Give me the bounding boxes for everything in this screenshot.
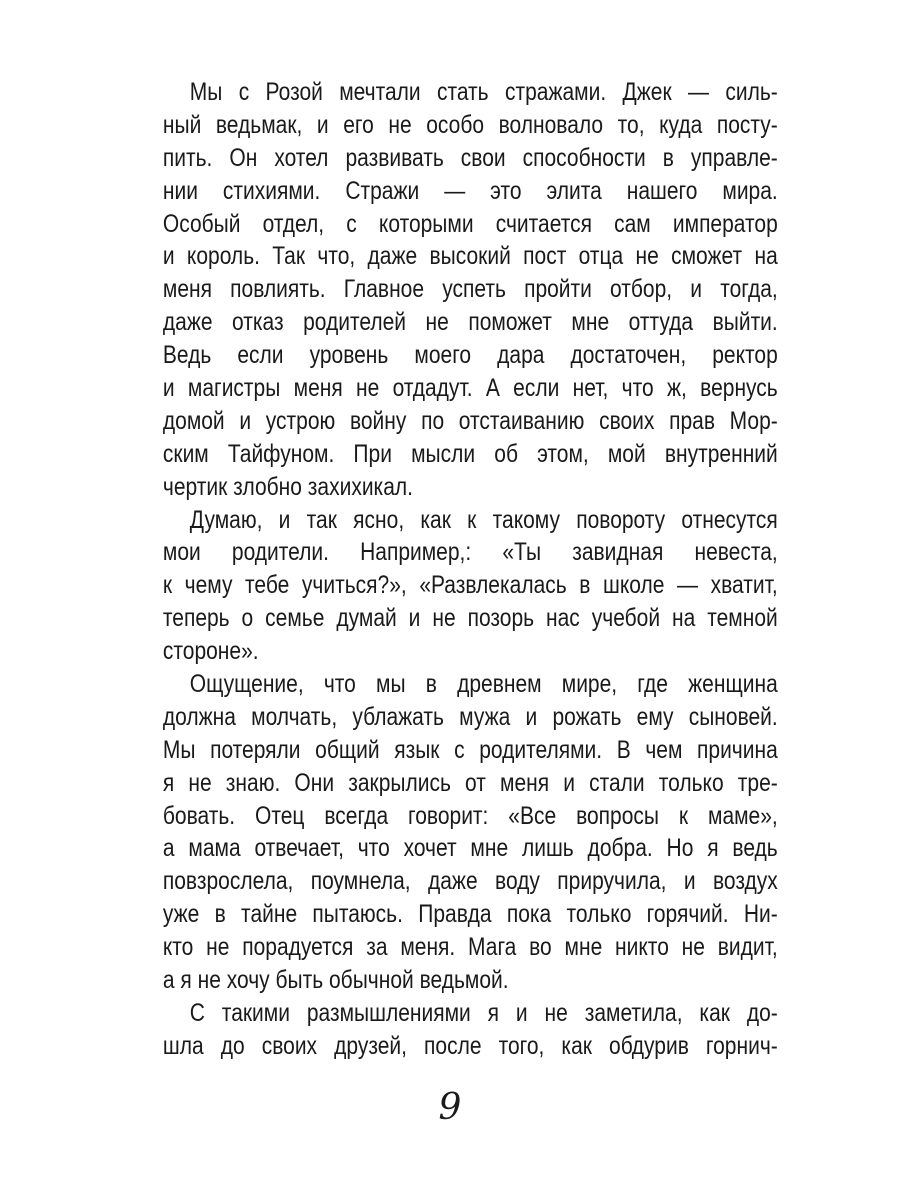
text-line: а мама отвечает, что хочет мне лишь добра. Но я ведь xyxy=(162,834,778,863)
text-line: чертик злобно захихикал. xyxy=(162,472,413,501)
text-line: нии стихиями. Стражи — это элита нашего мира. xyxy=(162,176,778,205)
text-line: теперь о семье думай и не позорь нас учебой на темной xyxy=(162,604,778,633)
text-line: шла до своих друзей, после того, как обдурив горнич- xyxy=(162,1031,778,1060)
text-line: меня повлиять. Главное успеть пройти отбор, и тогда, xyxy=(162,275,778,304)
text-line: Ощущение, что мы в древнем мире, где женщина xyxy=(189,670,778,699)
paragraph-1 xyxy=(136,76,778,504)
text-line: и король. Так что, даже высокий пост отца не сможет на xyxy=(162,242,778,271)
text-line: даже отказ родителей не поможет мне оттуда выйти. xyxy=(162,308,778,337)
text-line: должна молчать, ублажать мужа и рожать ему сыновей. xyxy=(162,702,778,731)
text-line: повзрослела, поумнела, даже воду приручила, и воздух xyxy=(162,867,778,896)
text-line: и магистры меня не отдадут. А если нет, что ж, вернусь xyxy=(162,374,778,403)
paragraph-3 xyxy=(136,668,778,997)
text-line: мои родители. Например,: «Ты завидная невеста, xyxy=(162,538,778,567)
text-line: С такими размышлениями я и не заметила, как до- xyxy=(189,998,778,1027)
text-line: ный ведьмак, и его не особо волновало то, куда посту- xyxy=(162,110,778,139)
text-line: Особый отдел, с которыми считается сам император xyxy=(162,209,778,238)
text-line: уже в тайне пытаюсь. Правда пока только горячий. Ни- xyxy=(162,900,778,929)
text-line: Мы с Розой мечтали стать стражами. Джек — силь- xyxy=(189,78,778,106)
text-line: бовать. Отец всегда говорит: «Все вопросы к маме», xyxy=(162,801,778,830)
paragraph-2 xyxy=(136,504,778,668)
text-line: Мы потеряли общий язык с родителями. В чем причина xyxy=(162,735,778,764)
text-line: кто не порадуется за меня. Мага во мне никто не видит, xyxy=(162,933,778,962)
paragraph-4 xyxy=(136,997,778,1063)
text-line: Ведь если уровень моего дара достаточен, ректор xyxy=(162,341,778,370)
text-line: я не знаю. Они закрылись от меня и стали только тре- xyxy=(162,768,778,797)
text-line: стороне». xyxy=(162,637,259,666)
text-line: ским Тайфуном. При мысли об этом, мой внутренний xyxy=(162,439,778,468)
text-line: Думаю, и так ясно, как к такому повороту отнесутся xyxy=(189,505,778,534)
page-number: 9 xyxy=(438,1087,462,1128)
text-line: домой и устрою войну по отстаиванию своих прав Мор- xyxy=(162,406,778,435)
text-line: к чему тебе учиться?», «Развлекалась в школе — хватит, xyxy=(162,571,778,600)
body-text xyxy=(136,76,778,1063)
text-line: пить. Он хотел развивать свои способности в управле- xyxy=(162,143,778,172)
text-line: а я не хочу быть обычной ведьмой. xyxy=(162,966,509,995)
